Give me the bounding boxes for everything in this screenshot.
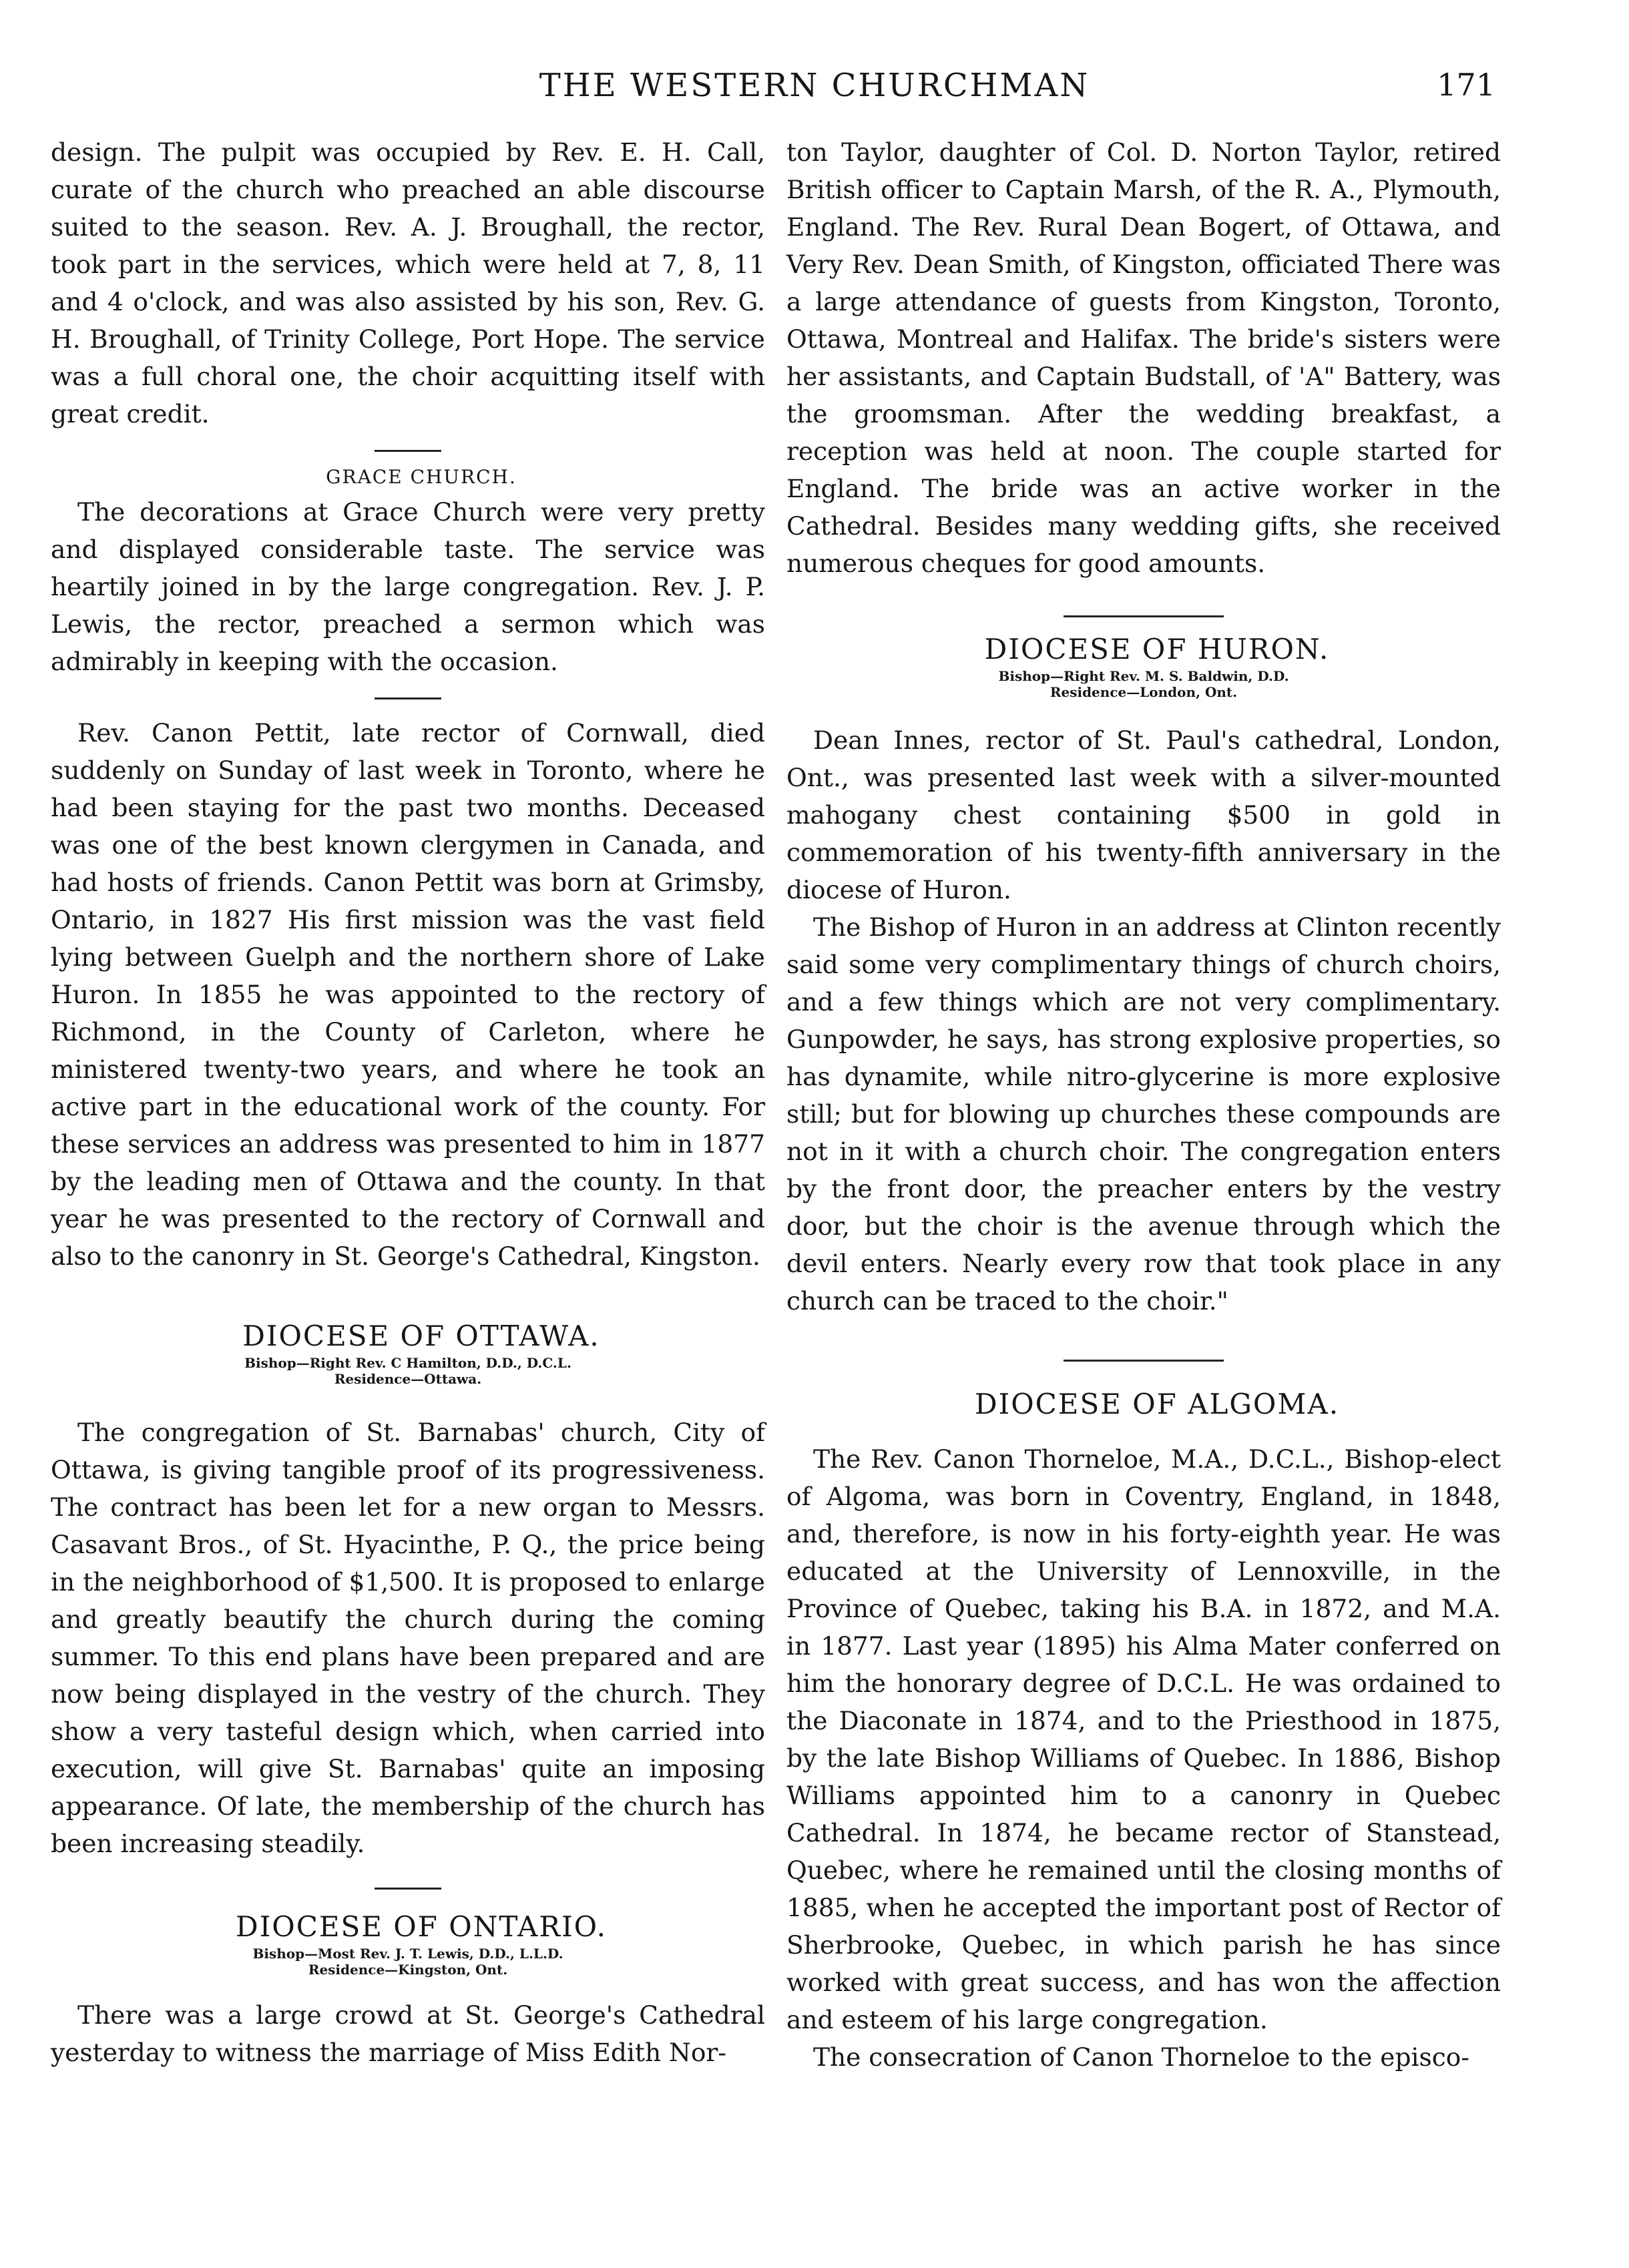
residence-line: Residence—Ottawa. (334, 1371, 482, 1387)
paragraph: The congregation of St. Barnabas' church, City of Ottawa, is giving tangible proof of its progressiveness. The contract has been let for a new organ to Messrs. Casavant Bros., of St. Hyacinthe, P. Q., the price being in the neighborhood of $1,500. It is proposed to enlarge and greatly beautify the church during the coming summer. To this end plans have been prepared and are now being displayed in the vestry of the church. They show a very tasteful design which, when carried into execution, will give St. Barnabas' quite an imposing appearance. Of late, the membership of the church has been increasing steadily. (51, 1418, 765, 1858)
paragraph: The decorations at Grace Church were very pretty and displayed considerable taste. The service was heartily joined in by the large congregation. Rev. J. P. Lewis, the rector, preached a sermon which was admirably in keeping with the occasion. (51, 497, 765, 676)
left-column (51, 133, 765, 2071)
paragraph: The consecration of Canon Thorneloe to the episco- (813, 2042, 1469, 2072)
diocese-meta-huron (786, 668, 1501, 700)
page-header (0, 67, 1629, 127)
paragraph: The Bishop of Huron in an address at Clinton recently said some very complimentary things of church choirs, and a few things which are not very complimentary. Gunpowder, he says, has strong explosive properties, so has dynamite, while nitro-glycerine is more explosive still; but for blowing up churches these compounds are not in it with a church choir. The congregation enters by the front door, the preacher enters by the vestry door, but the choir is the avenue through which the devil enters. Nearly every row that took place in any church can be traced to the choir." (786, 912, 1501, 1316)
section-heading-grace-church: GRACE CHURCH. (326, 466, 517, 488)
publication-title: THE WESTERN CHURCHMAN (539, 67, 1090, 104)
paragraph: The Rev. Canon Thorneloe, M.A., D.C.L., Bishop-elect of Algoma, was born in Coventry, England, in 1848, and, therefore, is now in his forty-eighth year. He was educated at the University of Lennoxville, in the Province of Quebec, taking his B.A. in 1872, and M.A. in 1877. Last year (1895) his Alma Mater conferred on him the honorary degree of D.C.L. He was ordained to the Diaconate in 1874, and to the Priesthood in 1875, by the late Bishop Williams of Quebec. In 1886, Bishop Williams appointed him to a canonry in Quebec Cathedral. In 1874, he became rector of Stanstead, Quebec, where he remained until the closing months of 1885, when he accepted the important post of Rector of Sherbrooke, Quebec, in which parish he has since worked with great success, and has won the affection and esteem of his large congregation. (786, 1444, 1501, 2034)
residence-line: Residence—London, Ont. (1050, 684, 1238, 700)
bishop-line: Bishop—Right Rev. C Hamilton, D.D., D.C.L. (244, 1355, 571, 1371)
diocese-heading-algoma: DIOCESE OF ALGOMA. (974, 1388, 1340, 1420)
paragraph: ton Taylor, daughter of Col. D. Norton Taylor, retired British officer to Captain Marsh, of the R. A., Plymouth, England. The Rev. Rural Dean Bogert, of Ottawa, and Very Rev. Dean Smith, of Kingston, officiated There was a large attendance of guests from Kingston, Toronto, Ottawa, Montreal and Halifax. The bride's sisters were her assistants, and Captain Budstall, of 'A" Battery, was the groomsman. After the wedding breakfast, a reception was held at noon. The couple started for England. The bride was an active worker in the Cathedral. Besides many wedding gifts, she received numerous cheques for good amounts. (786, 137, 1501, 578)
diocese-heading-huron: DIOCESE OF HURON. (984, 633, 1330, 665)
right-column (786, 133, 1501, 2076)
residence-line: Residence—Kingston, Ont. (308, 1962, 508, 1978)
diocese-meta-ontario (51, 1946, 765, 1978)
paragraph: Rev. Canon Pettit, late rector of Cornwall, died suddenly on Sunday of last week in Toronto, where he had been staying for the past two months. Deceased was one of the best known clergymen in Canada, and had hosts of friends. Canon Pettit was born at Grimsby, Ontario, in 1827 His first mission was the vast field lying between Guelph and the northern shore of Lake Huron. In 1855 he was appointed to the rectory of Richmond, in the County of Carleton, where he ministered twenty-two years, and where he took an active part in the educational work of the county. For these services an address was presented to him in 1877 by the leading men of Ottawa and the county. In that year he was presented to the rectory of Cornwall and also to the canonry in St. George's Cathedral, Kingston. (51, 718, 765, 1271)
page-number: 171 (1437, 67, 1495, 103)
diocese-heading-ottawa: DIOCESE OF OTTAWA. (242, 1320, 600, 1352)
bishop-line: Bishop—Most Rev. J. T. Lewis, D.D., L.L.D. (252, 1946, 563, 1962)
bishop-line: Bishop—Right Rev. M. S. Baldwin, D.D. (998, 668, 1289, 684)
paragraph: design. The pulpit was occupied by Rev. E. H. Call, curate of the church who preached an able discourse suited to the season. Rev. A. J. Broughall, the rector, took part in the services, which were held at 7, 8, 11 and 4 o'clock, and was also assisted by his son, Rev. G. H. Broughall, of Trinity College, Port Hope. The service was a full choral one, the choir acquitting itself with great credit. (51, 137, 765, 429)
diocese-heading-ontario: DIOCESE OF ONTARIO. (236, 1910, 607, 1943)
paragraph: There was a large crowd at St. George's Cathedral yesterday to witness the marriage of Miss Edith Nor- (51, 2000, 765, 2067)
paragraph: Dean Innes, rector of St. Paul's cathedral, London, Ont., was presented last week with a silver-mounted mahogany chest containing $500 in gold in commemoration of his twenty-fifth anniversary in the diocese of Huron. (786, 726, 1501, 904)
diocese-meta-ottawa (51, 1355, 765, 1387)
